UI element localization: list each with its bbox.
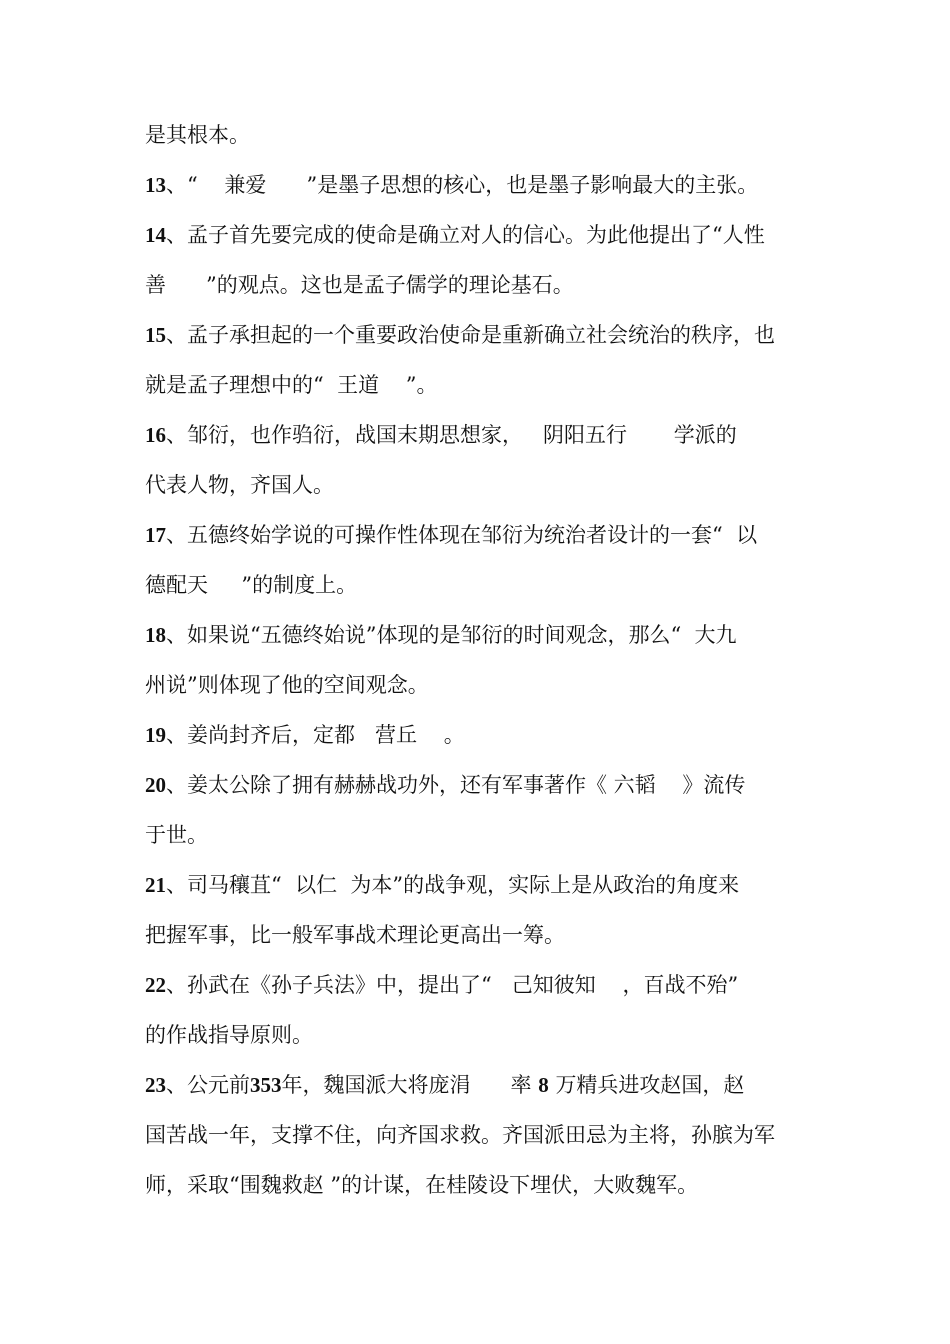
text-line: [145, 570, 825, 600]
line-text: 善 ”的观点。这也是孟子儒学的理论基石。: [145, 273, 574, 297]
question-21: [145, 870, 825, 900]
line-text: 于世。: [145, 823, 208, 847]
question-14: [145, 220, 825, 250]
question-number: 17: [145, 523, 166, 547]
year-number: 353: [250, 1073, 282, 1097]
question-number: 14: [145, 223, 166, 247]
text-line: [145, 120, 825, 150]
line-text: 国苦战一年，支撑不住，向齐国求救。齐国派田忌为主将，孙膑为军: [145, 1123, 775, 1147]
text-line: [145, 920, 825, 950]
text-line: [145, 270, 825, 300]
question-19: [145, 720, 825, 750]
question-number: 16: [145, 423, 166, 447]
troop-count: 8: [538, 1073, 549, 1097]
text-line: [145, 1120, 825, 1150]
line-text: 、姜太公除了拥有赫赫战功外，还有军事著作《 六韬 》流传: [166, 773, 746, 797]
text-line: [145, 1020, 825, 1050]
text-line: [145, 820, 825, 850]
line-text: 把握军事，比一般军事战术理论更高出一筹。: [145, 923, 565, 947]
question-number: 20: [145, 773, 166, 797]
question-18: [145, 620, 825, 650]
question-13: [145, 170, 825, 200]
line-text: 就是孟子理想中的“ 王道 ”。: [145, 373, 438, 397]
line-text: 师，采取“围魏救赵 ”的计谋，在桂陵设下埋伏，大败魏军。: [145, 1173, 699, 1197]
line-text: 德配天 ”的制度上。: [145, 573, 358, 597]
line-text: 、孟子承担起的一个重要政治使命是重新确立社会统治的秩序，也: [166, 323, 775, 347]
line-text: 、“ 兼爱 ”是墨子思想的核心，也是墨子影响最大的主张。: [166, 173, 759, 197]
line-text: 、五德终始学说的可操作性体现在邹衍为统治者设计的一套“ 以: [166, 523, 758, 547]
question-number: 18: [145, 623, 166, 647]
line-text: 、邹衍，也作驺衍，战国末期思想家， 阴阳五行 学派的: [166, 423, 737, 447]
text-line: [145, 370, 825, 400]
line-text: 州说”则体现了他的空间观念。: [145, 673, 429, 697]
line-text: 、孙武在《孙子兵法》中，提出了“ 己知彼知 ，百战不殆”: [166, 973, 739, 997]
question-15: [145, 320, 825, 350]
question-number: 13: [145, 173, 166, 197]
question-16: [145, 420, 825, 450]
question-22: [145, 970, 825, 1000]
line-text: 年，魏国派大将庞涓 率: [281, 1073, 532, 1097]
line-text: 代表人物，齐国人。: [145, 473, 334, 497]
line-text: 、司马穰苴“ 以仁 为本”的战争观，实际上是从政治的角度来: [166, 873, 740, 897]
question-number: 23: [145, 1073, 166, 1097]
line-text: 是其根本。: [145, 123, 250, 147]
line-text: 万精兵进攻赵国，赵: [555, 1073, 745, 1097]
question-23: [145, 1070, 825, 1100]
question-17: [145, 520, 825, 550]
line-text: 、公元前: [166, 1073, 250, 1097]
text-line: [145, 1170, 825, 1200]
text-line: [145, 670, 825, 700]
line-text: 、姜尚封齐后，定都 营丘 。: [166, 723, 465, 747]
text-line: [145, 470, 825, 500]
question-number: 22: [145, 973, 166, 997]
question-number: 15: [145, 323, 166, 347]
question-number: 19: [145, 723, 166, 747]
line-text: 的作战指导原则。: [145, 1023, 313, 1047]
question-number: 21: [145, 873, 166, 897]
question-20: [145, 770, 825, 800]
line-text: 、孟子首先要完成的使命是确立对人的信心。为此他提出了“人性: [166, 223, 765, 247]
line-text: 、如果说“五德终始说”体现的是邹衍的时间观念，那么“ 大九: [166, 623, 737, 647]
